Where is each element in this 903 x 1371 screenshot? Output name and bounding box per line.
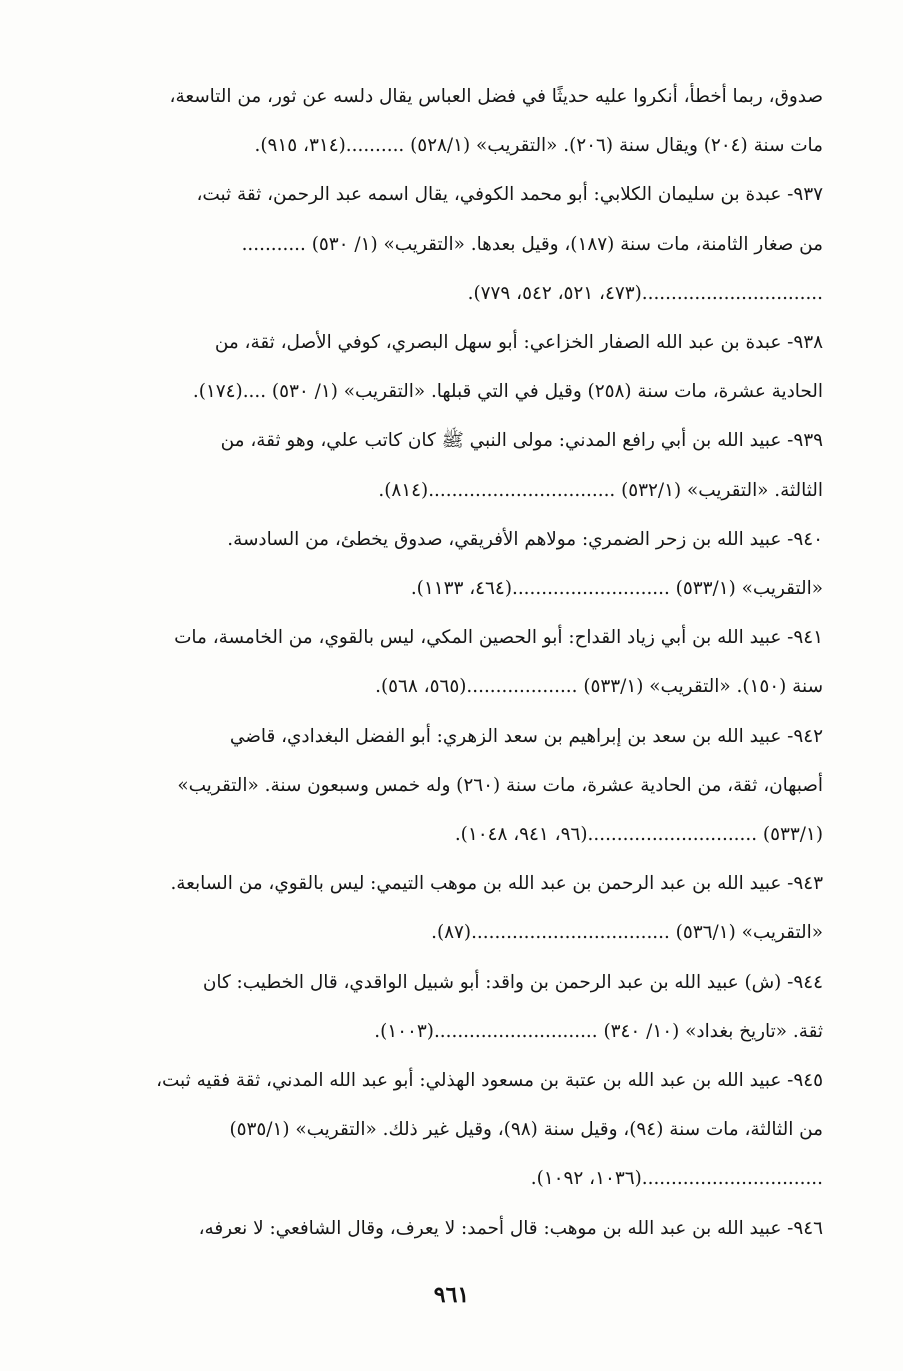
text-line: الثالثة. «التقريب» (٥٣٢/١) ................................(٨١٤). — [378, 479, 823, 501]
text-line: (٥٣٣/١) .............................(٩٦، ٩٤١، ١٠٤٨). — [454, 824, 823, 846]
text-line: ...............................(١٠٣٦، ١٠٩٢). — [530, 1168, 823, 1190]
entry-heading-line: ٩٣٨- عبدة بن عبد الله الصفار الخزاعي: أبو سهل البصري، كوفي الأصل، ثقة، من — [214, 332, 823, 354]
text-line: سنة (١٥٠). «التقريب» (٥٣٣/١) ...................(٥٦٥، ٥٦٨). — [375, 676, 823, 698]
text-line: ...............................(٤٧٣، ٥٢١، ٥٤٢، ٧٧٩). — [467, 282, 823, 304]
text-line: صدوق، ربما أخطأ، أنكروا عليه حديثًا في فضل العباس يقال دلسه عن ثور، من التاسعة، — [169, 86, 823, 107]
text-line: من صغار الثامنة، مات سنة (١٨٧)، وقيل بعدها. «التقريب» (١/ ٥٣٠) ........... — [241, 233, 823, 255]
entry-heading-line: ٩٤٢- عبيد الله بن سعد بن إبراهيم بن سعد الزهري: أبو الفضل البغدادي، قاضي — [229, 725, 823, 747]
entry-heading-line: ٩٣٧- عبدة بن سليمان الكلابي: أبو محمد الكوفي، يقال اسمه عبد الرحمن، ثقة ثبت، — [196, 184, 823, 206]
page-number: ٩٦١ — [433, 1282, 470, 1308]
text-line: مات سنة (٢٠٤) ويقال سنة (٢٠٦). «التقريب» (٥٢٨/١) ..........(٣١٤، ٩١٥). — [254, 135, 823, 157]
entry-heading-line: ٩٤٥- عبيد الله بن عبد الله بن عتبة بن مسعود الهذلي: أبو عبد الله المدني، ثقة فقيه ثبت، — [156, 1070, 823, 1092]
entry-heading-line: ٩٣٩- عبيد الله بن أبي رافع المدني: مولى النبي ﷺ كان كاتب علي، وهو ثقة، من — [220, 430, 823, 452]
text-line: ثقة. «تاريخ بغداد» (١٠/ ٣٤٠) ............................(١٠٠٣). — [374, 1020, 823, 1042]
text-line: من الثالثة، مات سنة (٩٤)، وقيل سنة (٩٨)، وقيل غير ذلك. «التقريب» (٥٣٥/١) — [229, 1119, 823, 1141]
page-body-text — [100, 72, 823, 1253]
text-line: «التقريب» (٥٣٦/١) ..................................(٨٧). — [431, 922, 823, 944]
entry-heading-line: ٩٤٠- عبيد الله بن زحر الضمري: مولاهم الأفريقي، صدوق يخطئ، من السادسة. — [227, 528, 823, 550]
text-line: أصبهان، ثقة، من الحادية عشرة، مات سنة (٢٦٠) وله خمس وسبعون سنة. «التقريب» — [177, 774, 823, 796]
text-line: «التقريب» (٥٣٣/١) ...........................(٤٦٤، ١١٣٣). — [410, 578, 823, 600]
entry-heading-line: ٩٤١- عبيد الله بن أبي زياد القداح: أبو الحصين المكي، ليس بالقوي، من الخامسة، مات — [174, 627, 823, 649]
entry-heading-line: ٩٤٦- عبيد الله بن عبد الله بن موهب: قال أحمد: لا يعرف، وقال الشافعي: لا نعرفه، — [198, 1217, 823, 1239]
entry-heading-line: ٩٤٣- عبيد الله بن عبد الرحمن بن عبد الله بن موهب التيمي: ليس بالقوي، من السابعة. — [170, 873, 823, 895]
entry-heading-line: ٩٤٤- (ش) عبيد الله بن عبد الرحمن بن واقد: أبو شبيل الواقدي، قال الخطيب: كان — [202, 971, 823, 993]
text-line: الحادية عشرة، مات سنة (٢٥٨) وقيل في التي قبلها. «التقريب» (١/ ٥٣٠) ....(١٧٤). — [192, 381, 823, 403]
